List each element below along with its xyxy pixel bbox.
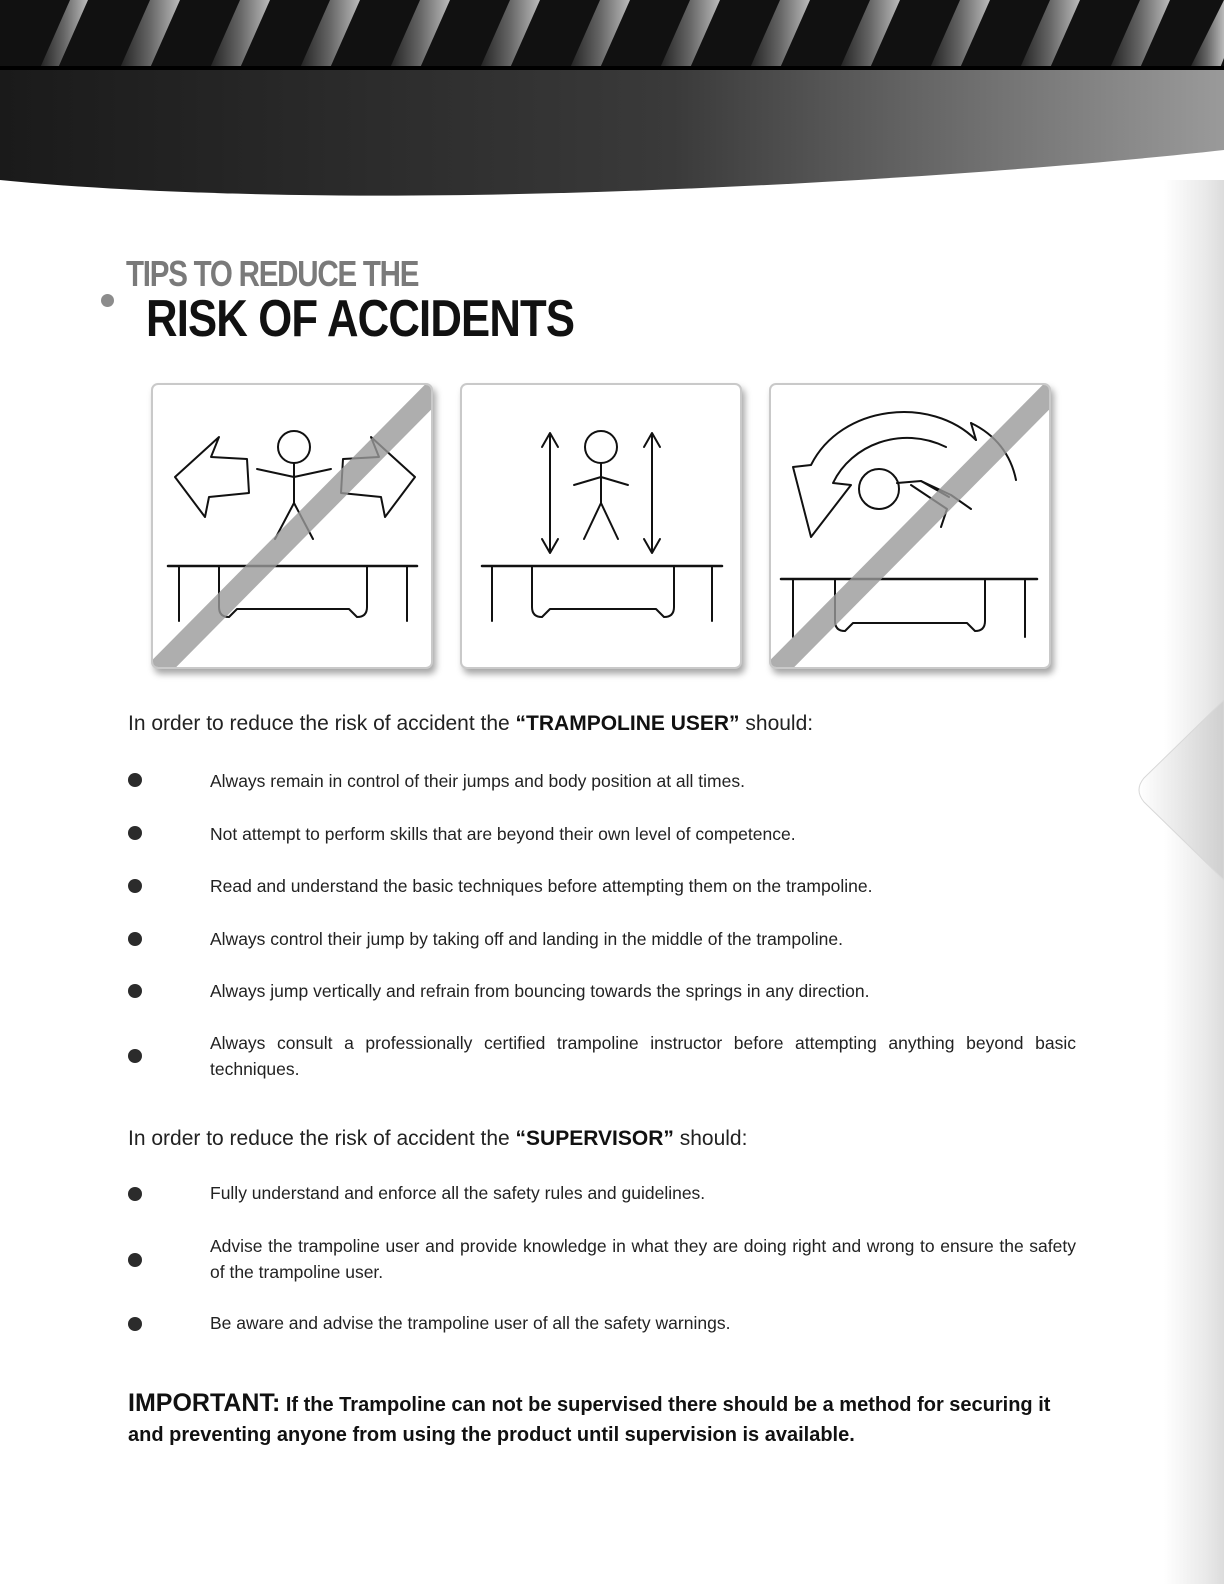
important-label: IMPORTANT: — [128, 1389, 281, 1417]
supervisor-section-intro: In order to reduce the risk of accident the “SUPERVISOR” should: — [128, 1127, 748, 1150]
bullet-icon — [128, 879, 142, 893]
user-section-intro: In order to reduce the risk of accident the “TRAMPOLINE USER” should: — [128, 712, 814, 735]
user-tip: Read and understand the basic techniques before attempting them on the trampoline. — [210, 876, 873, 896]
supervisor-role-label: “SUPERVISOR” — [515, 1127, 674, 1150]
page-title: RISK OF ACCIDENTS — [146, 290, 575, 348]
bullet-icon — [128, 1187, 142, 1201]
user-tip: Always jump vertically and refrain from bouncing towards the springs in any direction. — [210, 981, 870, 1001]
title-bullet — [101, 294, 114, 307]
user-tip: Always control their jump by taking off and landing in the middle of the trampoline. — [210, 929, 843, 949]
bullet-icon — [128, 773, 142, 787]
page-subtitle: TIPS TO REDUCE THE — [126, 253, 419, 294]
page-tab-arrow — [1134, 700, 1224, 890]
bullet-icon — [128, 826, 142, 840]
bullet-icon — [128, 932, 142, 946]
supervisor-tip: Advise the trampoline user and provide knowledge in what they are doing right and wrong to ensure the safety of the trampoline user. — [210, 1236, 1076, 1282]
illustration-sideways-jump — [151, 383, 433, 669]
user-tip: Always consult a professionally certified trampoline instructor before attempting anything beyond basic techniques. — [210, 1033, 1076, 1079]
important-text: If the Trampoline can not be supervised there should be a method for securing it and preventing anyone from using the product until supervision is available. — [128, 1394, 1051, 1446]
supervisor-tip: Fully understand and enforce all the safety rules and guidelines. — [210, 1183, 706, 1203]
bullet-icon — [128, 1317, 142, 1331]
supervisor-tip: Be aware and advise the trampoline user of all the safety warnings. — [210, 1313, 731, 1333]
user-tip: Always remain in control of their jumps and body position at all times. — [210, 771, 745, 791]
bullet-icon — [128, 1253, 142, 1267]
header-banner — [0, 0, 1224, 200]
bullet-icon — [128, 1049, 142, 1063]
illustration-somersault — [769, 383, 1051, 669]
illustration-vertical-jump — [460, 383, 742, 669]
bullet-icon — [128, 984, 142, 998]
user-tip: Not attempt to perform skills that are beyond their own level of competence. — [210, 824, 796, 844]
user-role-label: “TRAMPOLINE USER” — [515, 712, 740, 735]
important-note — [128, 1388, 1078, 1450]
